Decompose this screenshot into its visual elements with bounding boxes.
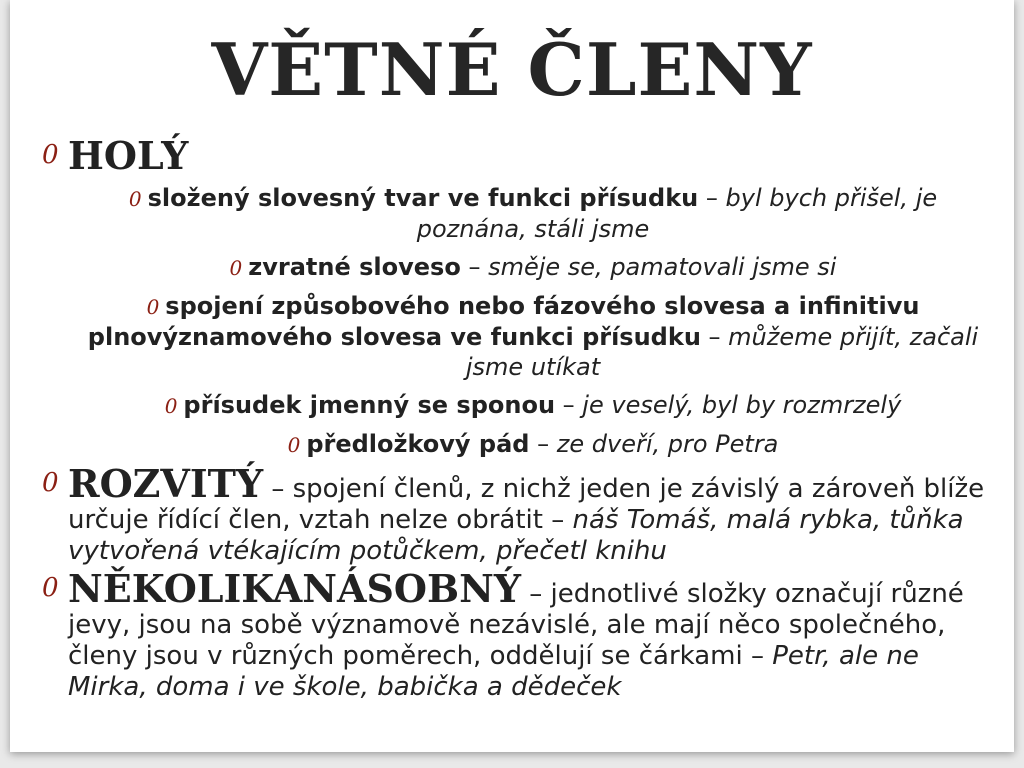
section-heading: HOLÝ [68,133,189,178]
section-heading: NĚKOLIKANÁSOBNÝ [68,566,522,611]
section-example: náš Tomáš, malá rybka, tůňka vytvořená vtékajícím potůčkem, přečetl knihu [68,505,964,566]
section-dash: – [263,474,293,504]
bullet-icon: 0 [128,187,142,211]
slide-body [38,133,988,709]
bullet-icon: 0 [287,433,301,457]
sub-item [78,252,988,283]
slide [10,0,1014,752]
section-rozvity [38,461,988,567]
sub-item [78,390,988,421]
sub-item-dash: – [529,430,557,458]
sub-item [78,429,988,460]
sub-item-dash: – [460,253,489,281]
sub-item-dash: – [698,184,726,212]
section-nekolikanasobny [38,566,988,703]
section-text: jednotlivé složky označují různé jevy, jsou na sobě významově nezávislé, ale mají něco společného, členy jsou v různých poměrech, oddělují se čárkami – [68,579,964,671]
sub-item-dash: – [555,391,583,419]
sub-item-dash: – [700,323,729,351]
bullet-icon: 0 [42,573,59,603]
sub-item [78,183,988,244]
slide-title: VĚTNÉ ČLENY [211,27,813,112]
bullet-icon: 0 [229,256,243,280]
sub-item-term: spojení způsobového nebo fázového slovesa a infinitivu plnovýznamového slovesa ve funkci přísudku [87,292,920,351]
sub-item [78,291,988,382]
sub-item-term: předložkový pád [306,430,530,458]
bullet-icon: 0 [146,295,160,319]
section-example: Petr, ale ne Mirka, doma i ve škole, babička a dědeček [68,641,919,702]
sub-item-term: zvratné sloveso [248,253,461,281]
section-holy [38,133,988,178]
section-text: spojení členů, z nichž jeden je závislý a zároveň blíže určuje řídící člen, vztah nelze obrátit – [68,474,985,535]
sub-item-example: můžeme přijít, začali jsme utíkat [465,323,979,381]
sub-item-term: složený slovesný tvar ve funkci přísudku [147,184,699,212]
sub-item-example: byl bych přišel, je poznána, stáli jsme [416,184,938,243]
sub-item-example: směje se, pamatovali jsme si [488,253,837,281]
bullet-icon: 0 [164,394,178,418]
sub-item-example: ze dveří, pro Petra [556,430,779,458]
sub-item-example: je veselý, byl by rozmrzelý [582,391,902,419]
bullet-icon: 0 [42,468,59,498]
section-heading: ROZVITÝ [68,461,264,506]
bullet-icon: 0 [42,140,59,170]
sub-item-term: přísudek jmenný se sponou [183,391,556,419]
section-dash: – [521,579,551,609]
